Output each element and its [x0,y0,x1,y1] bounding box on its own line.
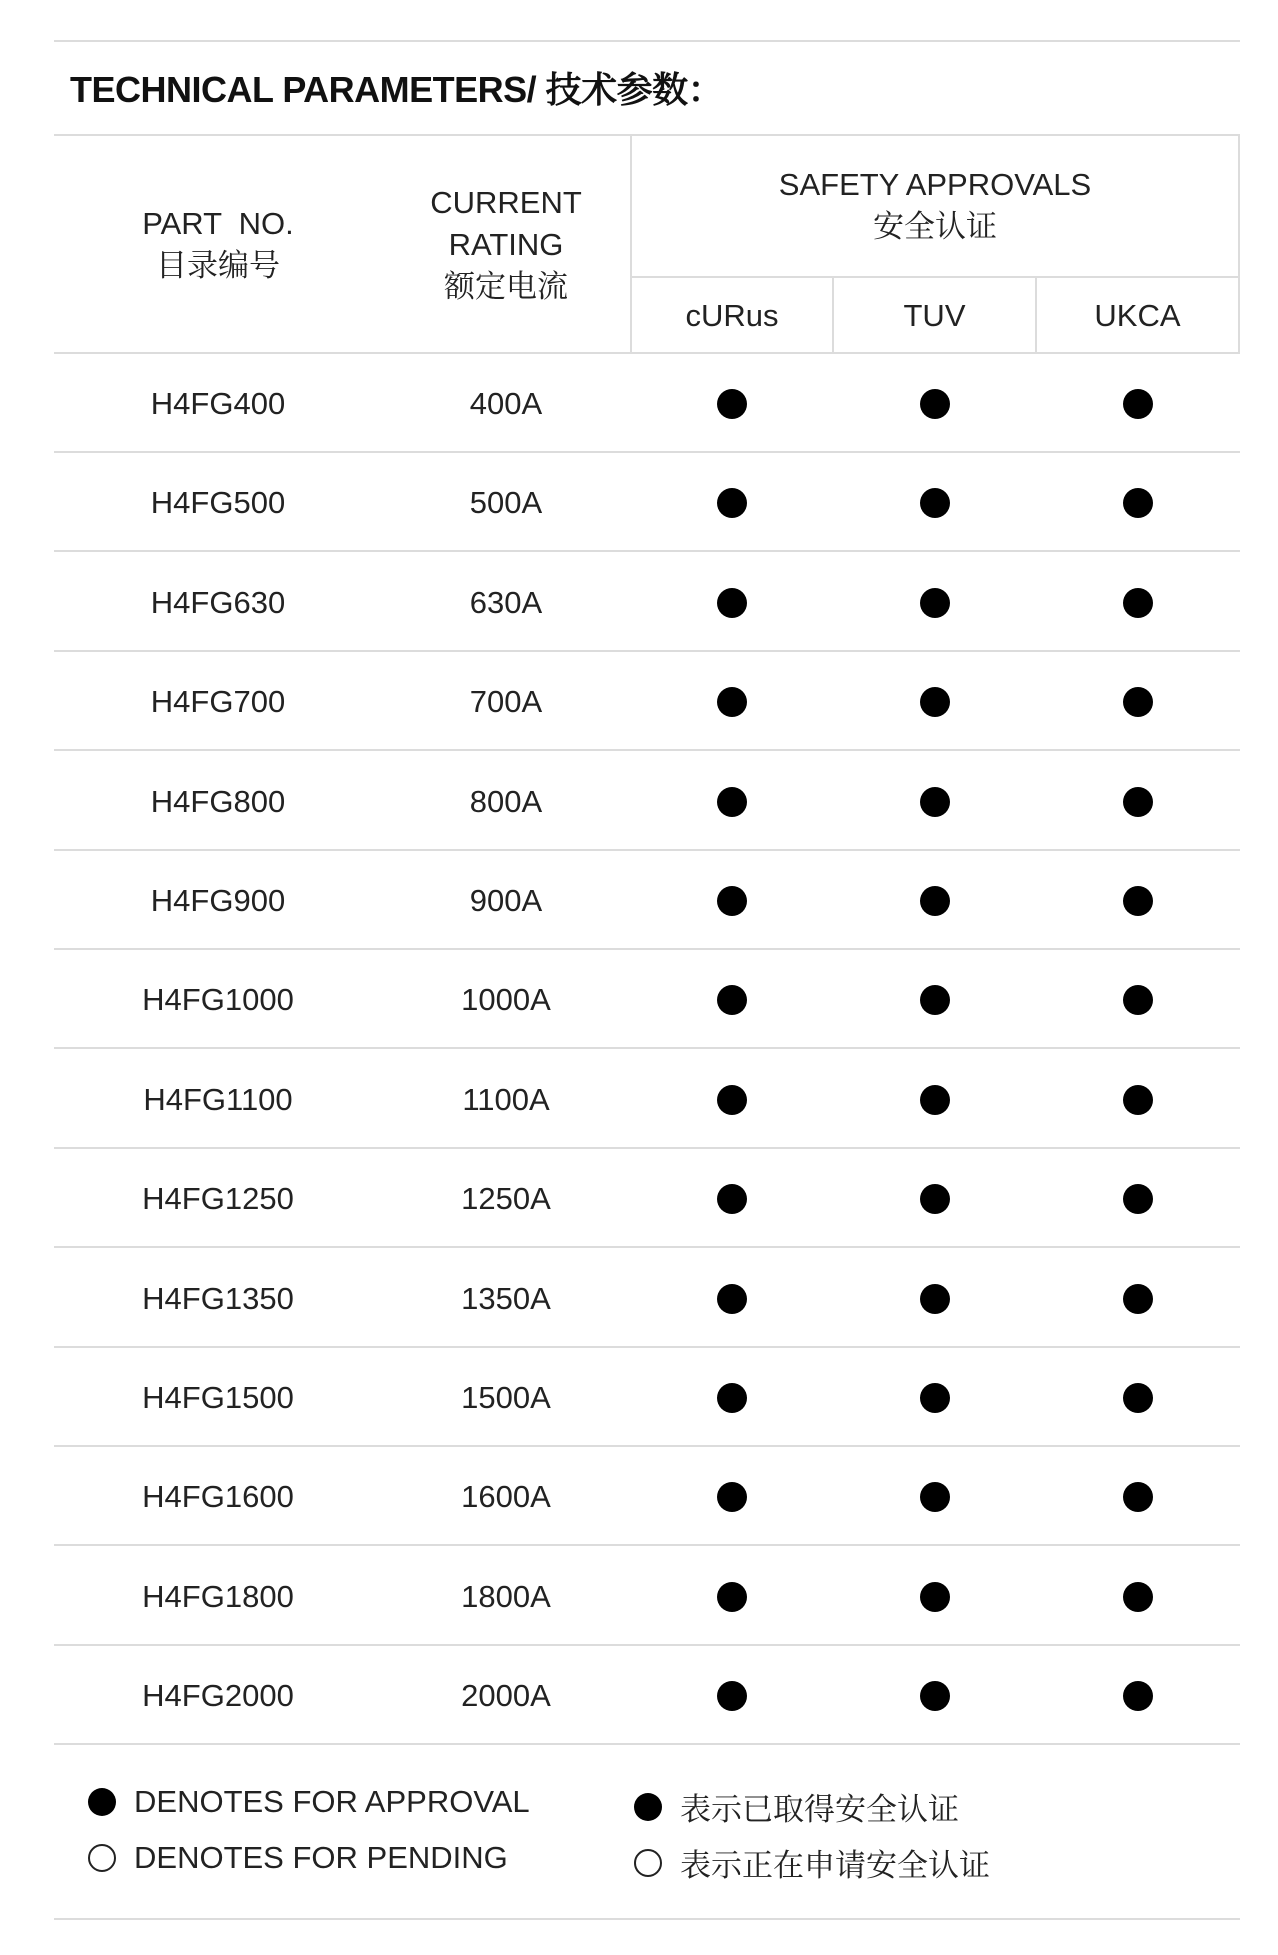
part-number-cell: H4FG700 [150,683,286,719]
filled-dot-icon [88,1788,116,1816]
row-divider [54,1544,1240,1546]
part-number-cell: H4FG400 [150,385,286,421]
current-rating-cell: 1250A [461,1180,551,1216]
part-number-cell: H4FG500 [150,484,286,520]
part-number-cell: H4FG1350 [142,1280,294,1316]
approved-dot-icon [1123,1085,1153,1115]
approved-dot-icon [717,1482,747,1512]
curus-approval-cell [632,752,832,851]
current-rating-cell: 1500A [461,1379,551,1415]
ukca-approval-cell [1037,950,1238,1049]
current-rating-cell: 1000A [461,981,551,1017]
approved-dot-icon [920,1482,950,1512]
curus-approval-cell [632,1348,832,1447]
current-rating-cell: 1100A [462,1081,550,1117]
tuv-approval-cell [834,1547,1035,1646]
approved-dot-icon [1123,1482,1153,1512]
legend-approval-en [88,1784,530,1820]
approved-dot-icon [1123,588,1153,618]
curus-approval-cell [632,1447,832,1546]
table-row [54,1348,1240,1447]
current-rating-header [382,136,630,354]
row-divider [54,1246,1240,1248]
cert-header-ukca: UKCA [1094,298,1181,333]
safety-approvals-header [632,136,1238,276]
approved-dot-icon [717,1184,747,1214]
curus-approval-cell [632,1646,832,1745]
approved-dot-icon [1123,886,1153,916]
approved-dot-icon [920,389,950,419]
legend-pending-en [88,1840,508,1876]
ukca-approval-cell [1037,652,1238,751]
safety-header-en: SAFETY APPROVALS [778,167,1092,202]
table-row [54,652,1240,751]
table-row [54,1249,1240,1348]
tuv-approval-cell [834,553,1035,652]
current-rating-cell: 800A [469,783,543,819]
legend-pending-en-text: DENOTES FOR PENDING [134,1840,508,1875]
curus-approval-cell [632,1050,832,1149]
current-rating-cell: 500A [469,484,543,520]
legend-pending-cn [634,1840,990,1885]
current-rating-cell: 630A [469,584,543,620]
tuv-approval-cell [834,1149,1035,1248]
approved-dot-icon [920,1085,950,1115]
table-row [54,1646,1240,1745]
table-row [54,1447,1240,1546]
ukca-approval-cell [1037,1149,1238,1248]
part-number-cell: H4FG1500 [142,1379,294,1415]
approved-dot-icon [920,488,950,518]
current-rating-cell: 700A [469,683,543,719]
curus-approval-cell [632,453,832,552]
row-divider [54,749,1240,751]
tuv-approval-cell [834,1447,1035,1546]
ukca-approval-cell [1037,1547,1238,1646]
header-right-border [1238,134,1240,354]
tuv-approval-cell [834,1348,1035,1447]
table-row [54,354,1240,453]
ukca-approval-cell [1037,851,1238,950]
approved-dot-icon [920,985,950,1015]
approved-dot-icon [1123,985,1153,1015]
table-row [54,950,1240,1049]
approved-dot-icon [920,1184,950,1214]
approved-dot-icon [1123,1184,1153,1214]
approved-dot-icon [717,1085,747,1115]
curus-approval-cell [632,1149,832,1248]
approved-dot-icon [920,687,950,717]
current-rating-cell: 1800A [461,1578,551,1614]
part-number-cell: H4FG1600 [142,1478,294,1514]
cert-header-curus: cURus [685,298,779,333]
tuv-approval-cell [834,354,1035,453]
row-divider [54,550,1240,552]
table-row [54,553,1240,652]
part-number-cell: H4FG2000 [142,1677,294,1713]
approved-dot-icon [717,389,747,419]
approved-dot-icon [920,1681,950,1711]
approved-dot-icon [1123,1383,1153,1413]
approved-dot-icon [1123,787,1153,817]
approved-dot-icon [920,588,950,618]
filled-dot-icon [634,1793,662,1821]
current-header-en-1: CURRENT [430,185,582,220]
approved-dot-icon [717,985,747,1015]
ukca-approval-cell [1037,752,1238,851]
approved-dot-icon [920,886,950,916]
bottom-rule [54,1918,1240,1920]
section-title: TECHNICAL PARAMETERS/ 技术参数： [70,69,724,110]
current-rating-cell: 400A [469,385,543,421]
approved-dot-icon [920,1582,950,1612]
approved-dot-icon [1123,389,1153,419]
approved-dot-icon [920,1284,950,1314]
table-row [54,1547,1240,1646]
approved-dot-icon [717,1284,747,1314]
current-rating-cell: 1600A [461,1478,551,1514]
tuv-approval-cell [834,950,1035,1049]
tuv-approval-cell [834,1249,1035,1348]
curus-approval-cell [632,354,832,453]
curus-approval-cell [632,553,832,652]
tuv-approval-cell [834,1050,1035,1149]
approved-dot-icon [920,787,950,817]
ukca-approval-cell [1037,1447,1238,1546]
tuv-approval-cell [834,1646,1035,1745]
approved-dot-icon [1123,1284,1153,1314]
table-row [54,453,1240,552]
table-row [54,1050,1240,1149]
part-number-cell: H4FG800 [150,783,286,819]
curus-approval-cell [632,950,832,1049]
approved-dot-icon [717,1681,747,1711]
legend-approval-en-text: DENOTES FOR APPROVAL [134,1784,530,1819]
part-number-cell: H4FG1000 [142,981,294,1017]
part-number-cell: H4FG1100 [143,1081,293,1117]
curus-approval-cell [632,1547,832,1646]
approved-dot-icon [717,787,747,817]
ukca-approval-cell [1037,453,1238,552]
current-header-cn: 额定电流 [444,269,568,304]
approved-dot-icon [717,588,747,618]
table-row [54,752,1240,851]
table-row [54,1149,1240,1248]
tuv-approval-cell [834,851,1035,950]
row-divider [54,1047,1240,1049]
legend-pending-cn-text: 表示正在申请安全认证 [680,1848,990,1883]
ukca-approval-cell [1037,553,1238,652]
approved-dot-icon [1123,488,1153,518]
cert-header-tuv: TUV [903,298,966,333]
hollow-dot-icon [634,1849,662,1877]
tuv-approval-cell [834,453,1035,552]
hollow-dot-icon [88,1844,116,1872]
approved-dot-icon [1123,1582,1153,1612]
ukca-approval-cell [1037,1646,1238,1745]
curus-approval-cell [632,851,832,950]
approved-dot-icon [717,488,747,518]
ukca-approval-cell [1037,1050,1238,1149]
approved-dot-icon [1123,1681,1153,1711]
current-rating-cell: 2000A [461,1677,551,1713]
legend-approval-cn [634,1784,959,1829]
tuv-approval-cell [834,652,1035,751]
tuv-approval-cell [834,752,1035,851]
part-number-cell: H4FG900 [150,882,286,918]
current-header-en-2: RATING [448,227,564,262]
curus-approval-cell [632,652,832,751]
row-divider [54,1743,1240,1745]
approved-dot-icon [717,886,747,916]
ukca-approval-cell [1037,354,1238,453]
safety-header-cn: 安全认证 [873,209,997,244]
approved-dot-icon [920,1383,950,1413]
current-rating-cell: 900A [469,882,543,918]
ukca-approval-cell [1037,1249,1238,1348]
part-number-cell: H4FG1800 [142,1578,294,1614]
approved-dot-icon [717,1582,747,1612]
top-rule [54,40,1240,42]
part-no-header-cn: 目录编号 [156,248,280,283]
ukca-approval-cell [1037,1348,1238,1447]
part-number-cell: H4FG1250 [142,1180,294,1216]
table-row [54,851,1240,950]
legend-approval-cn-text: 表示已取得安全认证 [680,1792,959,1827]
approved-dot-icon [717,1383,747,1413]
part-no-header-en: PART NO. [142,206,294,241]
part-number-cell: H4FG630 [150,584,286,620]
current-rating-cell: 1350A [461,1280,551,1316]
approved-dot-icon [717,687,747,717]
part-no-header [54,136,382,354]
curus-approval-cell [632,1249,832,1348]
approved-dot-icon [1123,687,1153,717]
